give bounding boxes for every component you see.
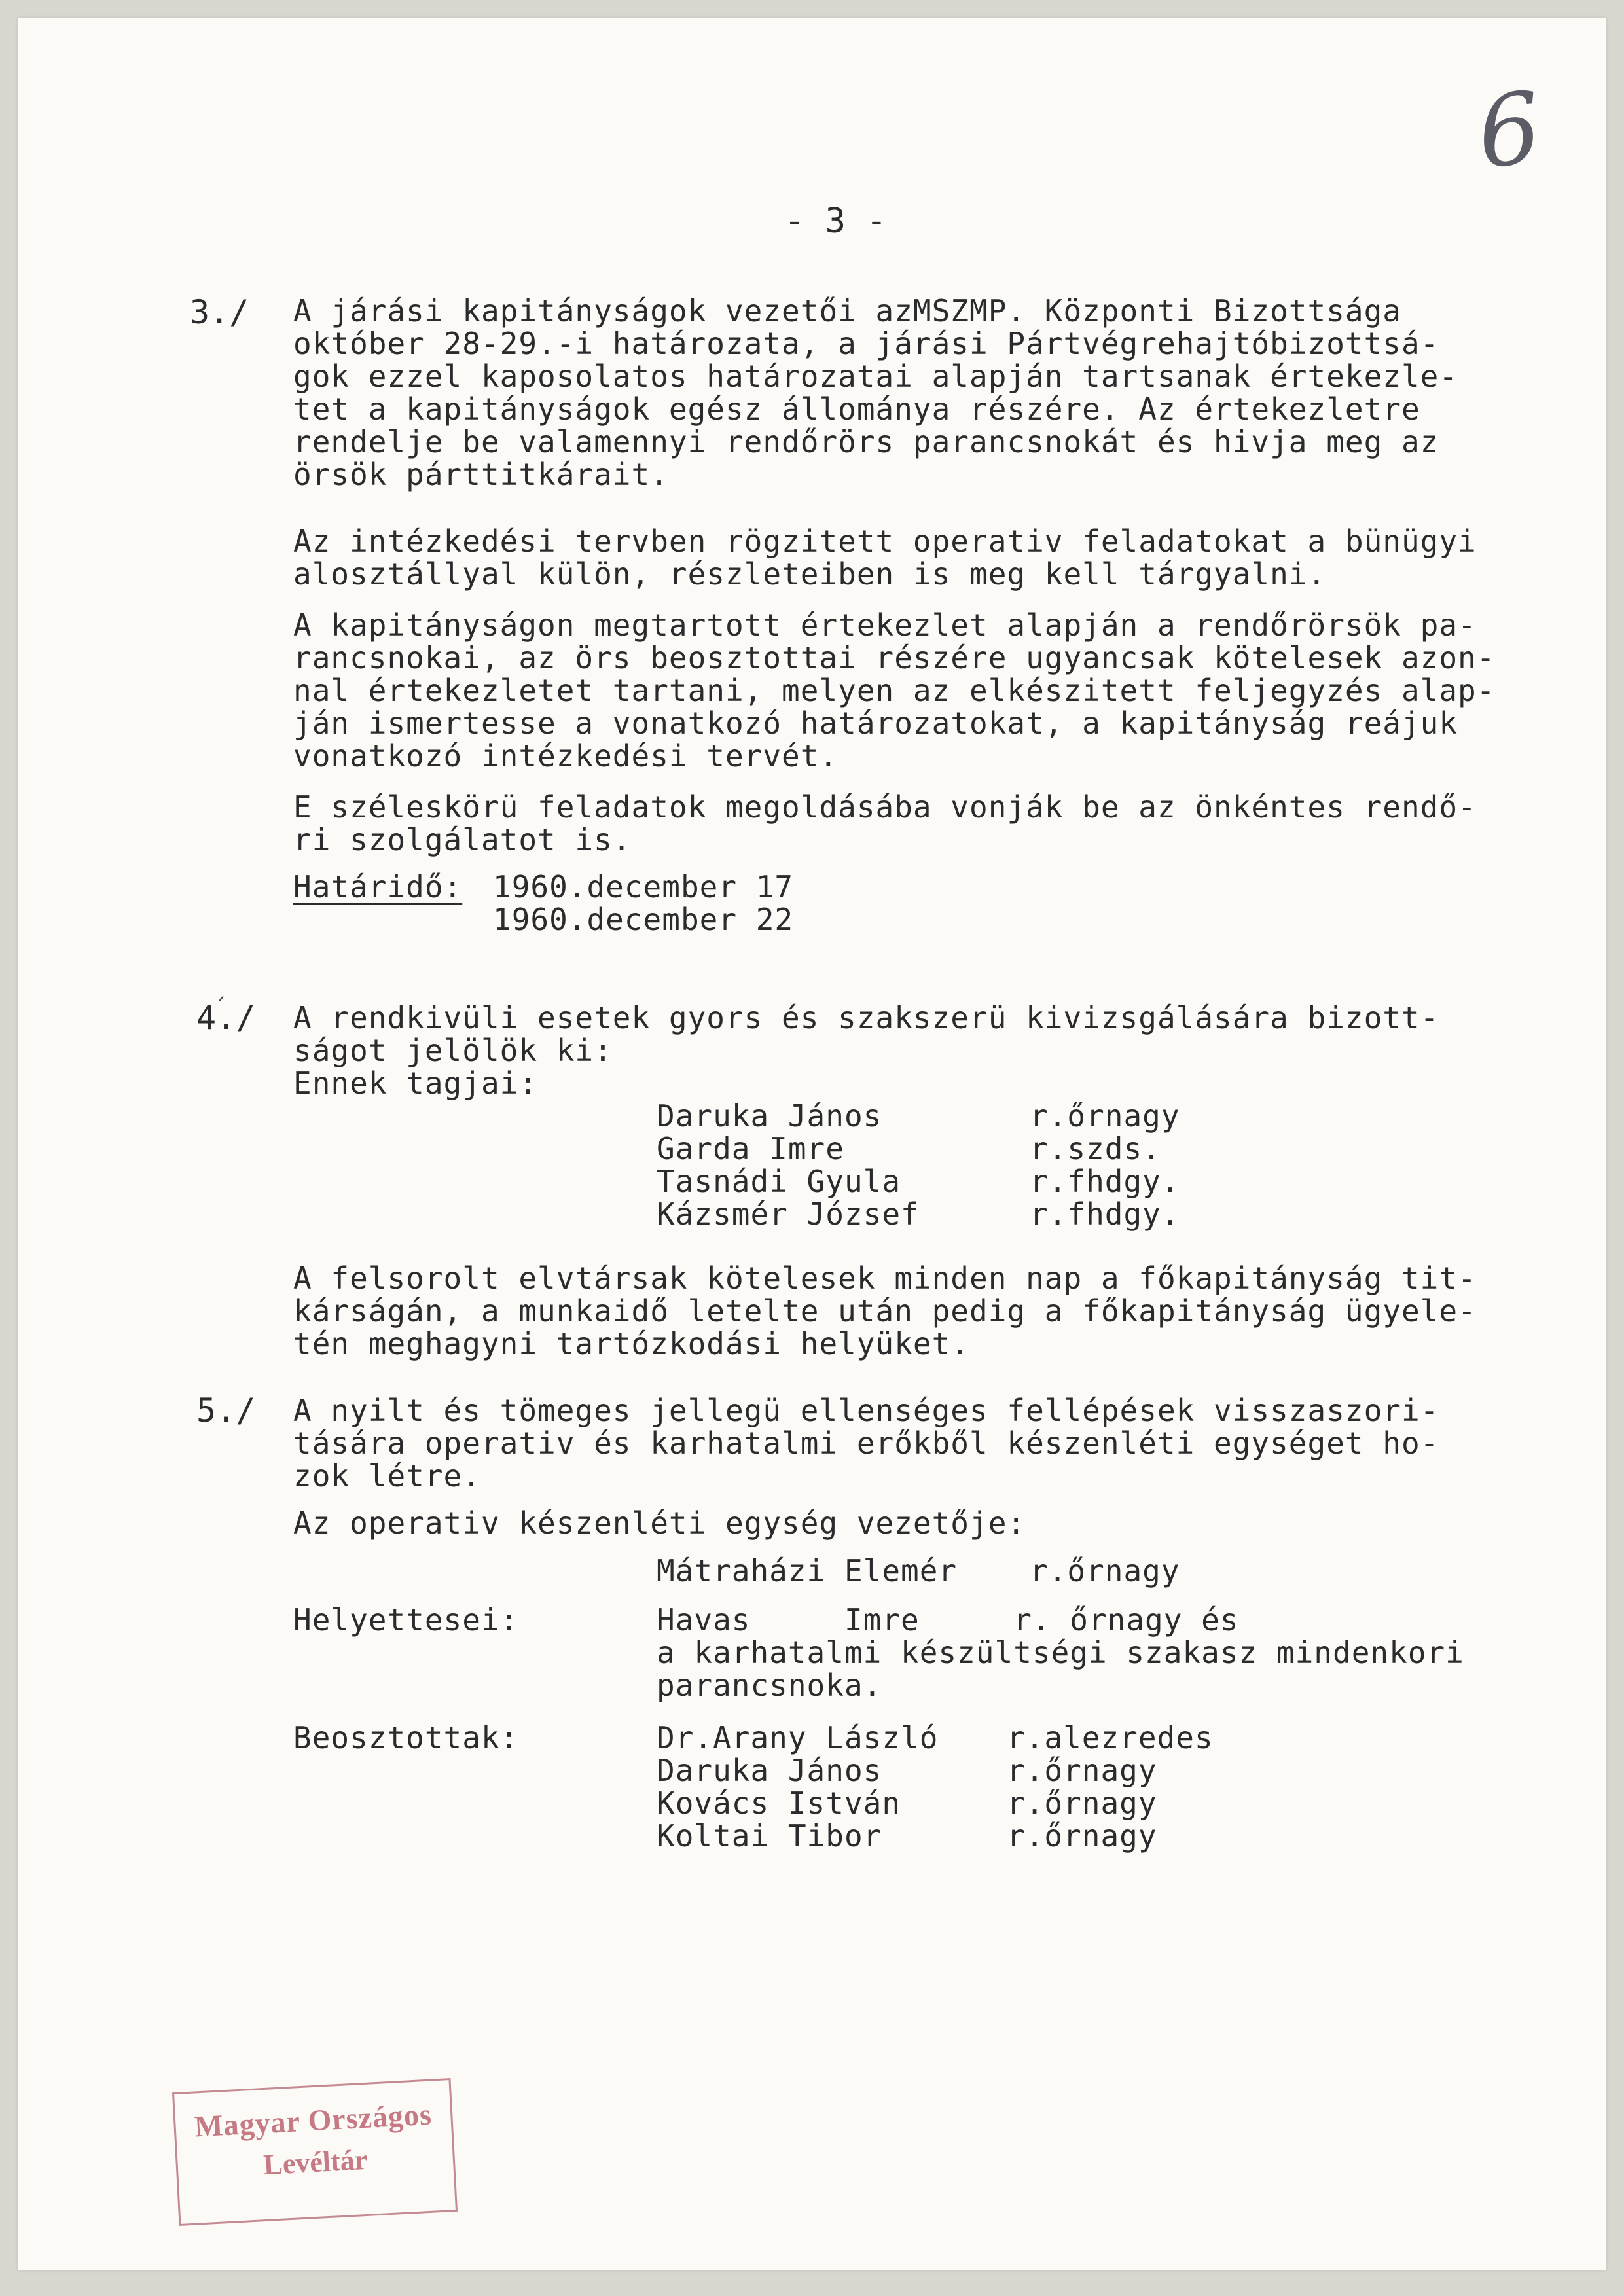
member-rank: r.szds. [1030, 1131, 1161, 1166]
section-4-line: A rendkivüli esetek gyors és szakszerü kivizsgálására bizott- [293, 1000, 1439, 1035]
page-number: - 3 - [784, 202, 887, 241]
member-name: Kázsmér József [657, 1196, 920, 1232]
section-5-number: 5./ [196, 1391, 256, 1429]
staff-rank: r.alezredes [1007, 1720, 1214, 1755]
section-5-line: A nyilt és tömeges jellegü ellenséges fellépések visszaszori- [293, 1393, 1439, 1428]
section-3-line: október 28-29.-i határozata, a járási Pártvégrehajtóbizottsá- [293, 326, 1439, 361]
member-rank: r.őrnagy [1030, 1098, 1180, 1134]
member-rank: r.fhdgy. [1030, 1164, 1180, 1199]
section-3-para2-line: alosztállyal külön, részleteiben is meg kell tárgyalni. [293, 556, 1327, 592]
deadline-label: Határidő: [293, 869, 463, 905]
section-3-para3-line: ján ismertesse a vonatkozó határozatokat, a kapitányság reájuk [293, 706, 1458, 741]
section-3-para3-line: nal értekezletet tartani, melyen az elkészitett feljegyzés alap- [293, 673, 1496, 708]
section-3-number: 3./ [190, 293, 249, 331]
section-4-closing-line: kárságán, a munkaidő letelte után pedig a főkapitányság ügyele- [293, 1293, 1477, 1329]
deadline-date: 1960.december 22 [493, 902, 794, 937]
staff-rank: r.őrnagy [1007, 1818, 1157, 1854]
member-name: Garda Imre [657, 1131, 844, 1166]
section-3-line: rendelje be valamennyi rendőrörs parancsnokát és hivja meg az [293, 424, 1439, 459]
section-3-line: tet a kapitányságok egész állománya részére. Az értekezletre [293, 391, 1420, 427]
section-3-para4-line: ri szolgálatot is. [293, 822, 632, 857]
section-3-para3-line: rancsnokai, az örs beosztottai részére ugyancsak kötelesek azon- [293, 640, 1496, 675]
leader-label: Az operativ készenléti egység vezetője: [293, 1505, 1026, 1541]
staff-name: Dr.Arany László [657, 1720, 939, 1755]
section-3-line: A járási kapitányságok vezetői azMSZMP. Központi Bizottsága [293, 293, 1401, 329]
deadline-date: 1960.december 17 [493, 869, 794, 905]
leader-rank: r.őrnagy [1030, 1553, 1180, 1588]
member-name: Daruka János [657, 1098, 882, 1134]
member-name: Tasnádi Gyula [657, 1164, 901, 1199]
section-3-para2-line: Az intézkedési tervben rögzitett operativ feladatokat a bünügyi [293, 524, 1477, 559]
deputy-line: parancsnoka. [657, 1668, 882, 1703]
section-3-line: örsök párttitkárait. [293, 457, 669, 492]
section-3-line: gok ezzel kaposolatos határozatai alapján tartsanak értekezle- [293, 359, 1458, 394]
staff-name: Koltai Tibor [657, 1818, 882, 1854]
staff-name: Kovács István [657, 1785, 901, 1821]
deputies-label: Helyettesei: [293, 1602, 519, 1638]
pencil-tick-mark: ˏ [215, 975, 226, 1001]
staff-label: Beosztottak: [293, 1720, 519, 1755]
staff-name: Daruka János [657, 1753, 882, 1788]
handwritten-page-number: 6 [1472, 71, 1547, 191]
stamp-line: Magyar Országos [193, 2097, 433, 2144]
leader-name: Mátraházi Elemér [657, 1553, 958, 1588]
archive-stamp [172, 2078, 458, 2226]
section-4-closing-line: tén meghagyni tartózkodási helyüket. [293, 1326, 969, 1361]
section-4-number: 4./ [196, 999, 256, 1037]
section-3-para4-line: E széleskörü feladatok megoldásába vonják be az önkéntes rendő- [293, 789, 1477, 825]
staff-rank: r.őrnagy [1007, 1785, 1157, 1821]
deputy-line: a karhatalmi készültségi szakasz mindenkori [657, 1635, 1464, 1670]
section-4-line: Ennek tagjai: [293, 1066, 538, 1101]
section-4-line: ságot jelölök ki: [293, 1033, 613, 1068]
section-4-closing-line: A felsorolt elvtársak kötelesek minden nap a főkapitányság tit- [293, 1261, 1477, 1296]
section-5-line: tására operativ és karhatalmi erőkből készenléti egységet ho- [293, 1426, 1439, 1461]
document-page [18, 18, 1606, 2270]
staff-rank: r.őrnagy [1007, 1753, 1157, 1788]
section-3-para3-line: A kapitányságon megtartott értekezlet alapján a rendőrörsök pa- [293, 607, 1477, 643]
deputy-line: Havas Imre r. őrnagy és [657, 1602, 1239, 1638]
section-3-para3-line: vonatkozó intézkedési tervét. [293, 738, 839, 774]
stamp-line: Levéltár [262, 2143, 369, 2181]
member-rank: r.fhdgy. [1030, 1196, 1180, 1232]
section-5-line: zok létre. [293, 1458, 481, 1494]
